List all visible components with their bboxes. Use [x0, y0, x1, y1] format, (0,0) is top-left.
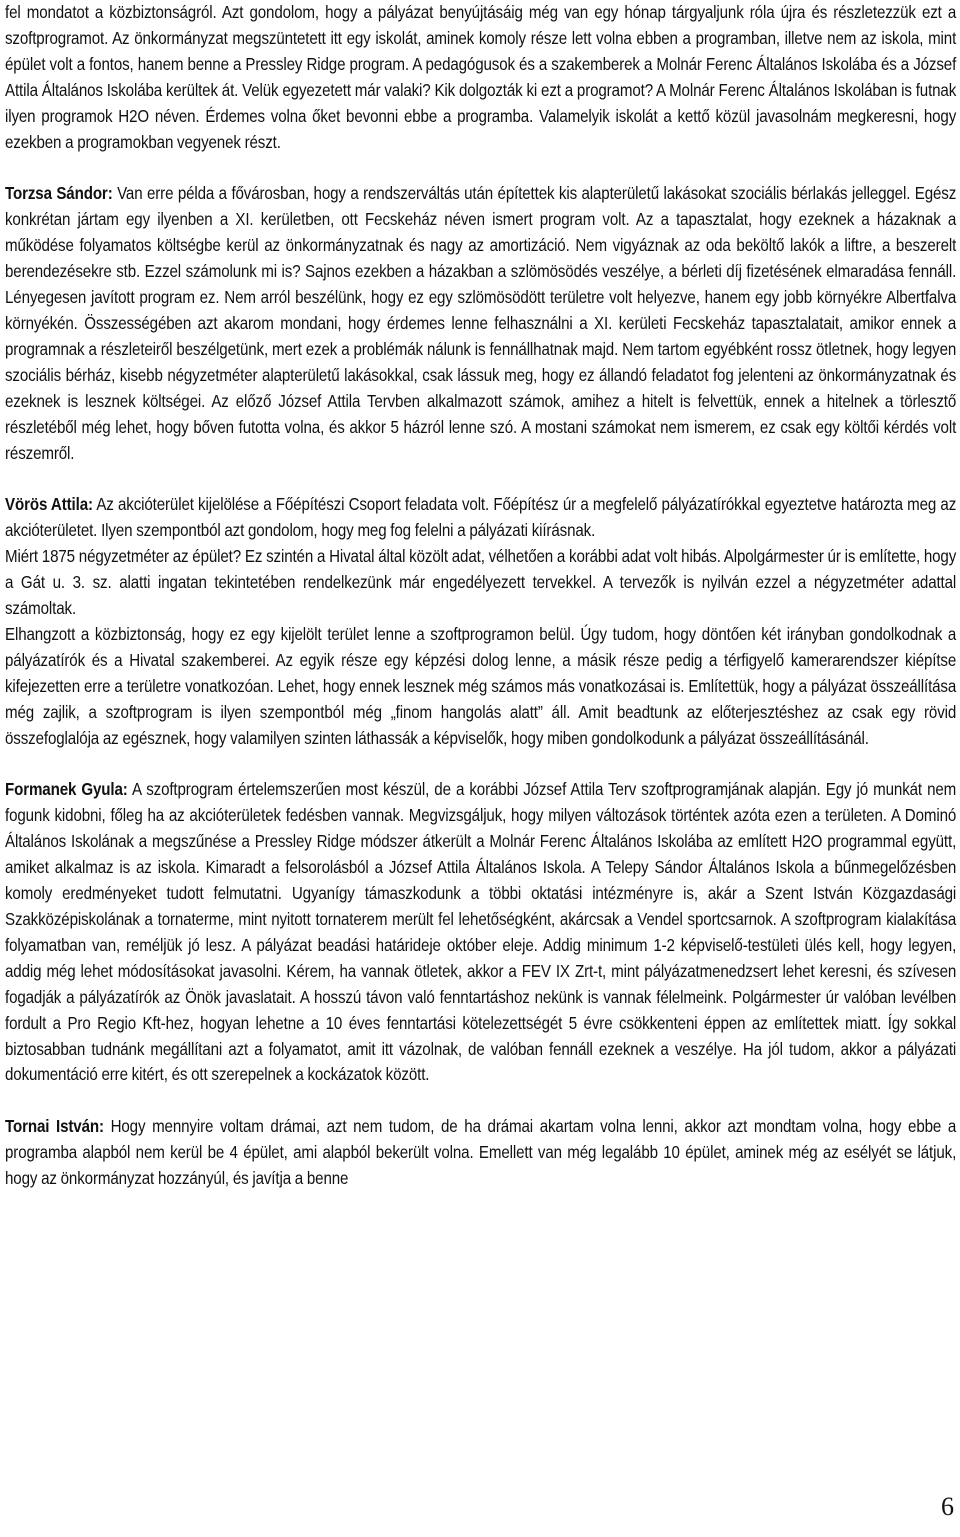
paragraph-formanek	[5, 777, 956, 1088]
paragraph-text: Van erre példa a fővárosban, hogy a rendszerváltás után építettek kis alapterületű lakásokat szociális bérlakás jelleggel. Egész konkrétan jártam egy ilyenben a XI. kerületben, ott Fecskeház néven ismert program volt. Az a tapasztalat, hogy ezeknek a házaknak a működése folyamatos költségbe kerül az önkormányzatnak és nagy az amortizáció. Nem vigyáznak az oda beköltő lakók a liftre, a beszerelt berendezésekre stb. Ezzel számolunk mi is? Sajnos ezekben a házakban a szlömösödés veszélye, a bérleti díj fizetésének elmaradása fennáll. Lényegesen javított program ez. Nem arról beszélünk, hogy ez egy szlömösödött területre volt helyezve, hanem egy jobb környékre Albertfalva környékén. Összességében azt akarom mondani, hogy érdemes lenne felhasználni a XI. kerületi Fecskeház tapasztalatait, amikor ennek a programnak a részleteiről beszélgetünk, mert ezek a problémák nálunk is fennállhatnak majd. Nem tartom egyébként rossz ötletnek, hogy legyen szociális bérház, kisebb négyzetméter alapterületű lakásokkal, csak lássuk meg, hogy ez állandó feladatot fog jelenteni az önkormányzatnak és ezeknek is lesznek költségei. Az előző József Attila Tervben alkalmazott számok, amihez a hitelt is felvettük, ennek a hitelnek a törlesztő részletéből még lehet, hogy bőven futotta volna, és akkor 5 házról lenne szó. A mostani számokat nem ismerem, ez csak egy költői kérdés volt részemről.	[5, 183, 957, 463]
speaker-name: Formanek Gyula:	[5, 779, 128, 800]
paragraph-text: Miért 1875 négyzetméter az épület? Ez szintén a Hivatal által közölt adat, vélhetően a korábbi adat volt hibás. Alpolgármester úr is említette, hogy a Gát u. 3. sz. alatti ingatan tekintetében rendelkezünk már engedélyezett tervekkel. A tervezők is nyilván ezzel a négyzetméter adattal számoltak.	[5, 546, 957, 619]
paragraph-text: Az akcióterület kijelölése a Főépítészi Csoport feladata volt. Főépítész úr a megfelelő pályázatírókkal egyeztetve határozta meg az akcióterületet. Ilyen szempontból azt gondolom, hogy meg fog felelni a pályázati kiírásnak.	[5, 494, 957, 541]
speaker-name: Vörös Attila:	[5, 494, 93, 515]
paragraph-voros-continued	[5, 544, 956, 622]
paragraph-intro	[5, 0, 956, 155]
page-number: 6	[941, 1492, 954, 1521]
document-body	[5, 0, 956, 1192]
paragraph-text: Hogy mennyire voltam drámai, azt nem tudom, de ha drámai akartam volna lenni, akkor azt mondtam volna, hogy ebbe a programba alapból nem kerül be 4 épület, ami alapból bekerült volna. Emellett van még legalább 10 épület, aminek még az esélyét se látjuk, hogy az önkormányzat hozzányúl, és javítja a benne	[5, 1116, 957, 1189]
paragraph-tornai	[5, 1114, 956, 1192]
paragraph-text: Elhangzott a közbiztonság, hogy ez egy kijelölt terület lenne a szoftprogramon belül. Úgy tudom, hogy döntően két irányban gondolkodnak a pályázatírók és a Hivatal szakemberei. Az egyik része egy képzési dolog lenne, a másik része pedig a térfigyelő kamerarendszer kiépítse kifejezetten erre a területre vonatkozóan. Lehet, hogy ennek lesznek még számos más vonatkozásai is. Említettük, hogy a pályázat összeállítása még zajlik, a szoftprogram is ilyen szempontból még „finom hangolás alatt” áll. Amit beadtunk az előterjesztéshez az csak egy rövid összefoglalója az egésznek, hogy valamilyen szinten láthassák a képviselők, hogy miben gondolkodunk a pályázat összeállításánál.	[5, 623, 957, 748]
speaker-name: Tornai István:	[5, 1116, 104, 1137]
paragraph-text: A szoftprogram értelemszerűen most készül, de a korábbi József Attila Terv szoftprogramjának alapján. Egy jó munkát nem fogunk kidobni, főleg ha az akcióterületek fedésben vannak. Megvizsgáljuk, hogy milyen változások történtek azóta ezen a területen. A Dominó Általános Iskolának a megszűnése a Pressley Ridge módszer átkerült a Molnár Ferenc Általános Iskolába az említett H2O programmal együtt, amiket alkalmaz is az iskola. Kimaradt a felsorolásból a József Attila Általános Iskola. A Telepy Sándor Általános Iskola a bűnmegelőzésben komoly eredményeket tudott felmutatni. Ugyanígy támaszkodunk a többi oktatási intézményre is, akár a Szent István Közgazdasági Szakközépiskolának a tornaterme, mint nyitott tornaterem merült fel lehetőségként, akárcsak a Vendel sportcsarnok. A szoftprogram kialakítása folyamatban van, reméljük jó lesz. A pályázat beadási határideje október eleje. Addig minimum 1-2 képviselő-testületi ülés kell, hogy legyen, addig még lehet módosításokat javasolni. Kérem, ha vannak ötletek, akkor a FEV IX Zrt-t, mint pályázatmenedzsert lehet keresni, és szívesen fogadják a pályázatírók az Önök javaslatait. A hosszú távon való fenntartáshoz nekünk is vannak félelmeink. Polgármester úr valóban levélben fordult a Pro Regio Kft-hez, hogyan lehetne a 10 éves fenntartási kötelezettségét 5 évre csökkenteni éppen az említettek miatt. Így sokkal biztosabban tudnánk megállítani azt a folyamatot, amit itt vázolnak, de valóban fennáll ezeknek a veszélye. Ha jól tudom, akkor a pályázati dokumentáció erre kitért, és ott szerepelnek a kockázatok között.	[5, 779, 957, 1085]
speaker-name: Torzsa Sándor:	[5, 183, 113, 204]
paragraph-text: fel mondatot a közbiztonságról. Azt gondolom, hogy a pályázat benyújtásáig még van egy hónap tárgyaljunk róla újra és részletezzük ezt a szoftprogramot. Az önkormányzat megszüntetett itt egy iskolát, aminek komoly része lett volna ebben a programban, illetve nem az iskola, mint épület volt a fontos, hanem benne a Pressley Ridge program. A pedagógusok és a szakemberek a Molnár Ferenc Általános Iskolába és a József Attila Általános Iskolába kerültek át. Velük egyezetett már valaki? Kik dolgozták ki ezt a programot? A Molnár Ferenc Általános Iskolában is futnak ilyen programok H2O néven. Érdemes volna őket bevonni ebbe a programba. Valamelyik iskolát a kettő közül javasolnám megkeresni, hogy ezekben a programokban vegyenek részt.	[5, 2, 957, 152]
paragraph-torzsa	[5, 181, 956, 466]
paragraph-voros-continued	[5, 622, 956, 752]
paragraph-voros	[5, 492, 956, 544]
